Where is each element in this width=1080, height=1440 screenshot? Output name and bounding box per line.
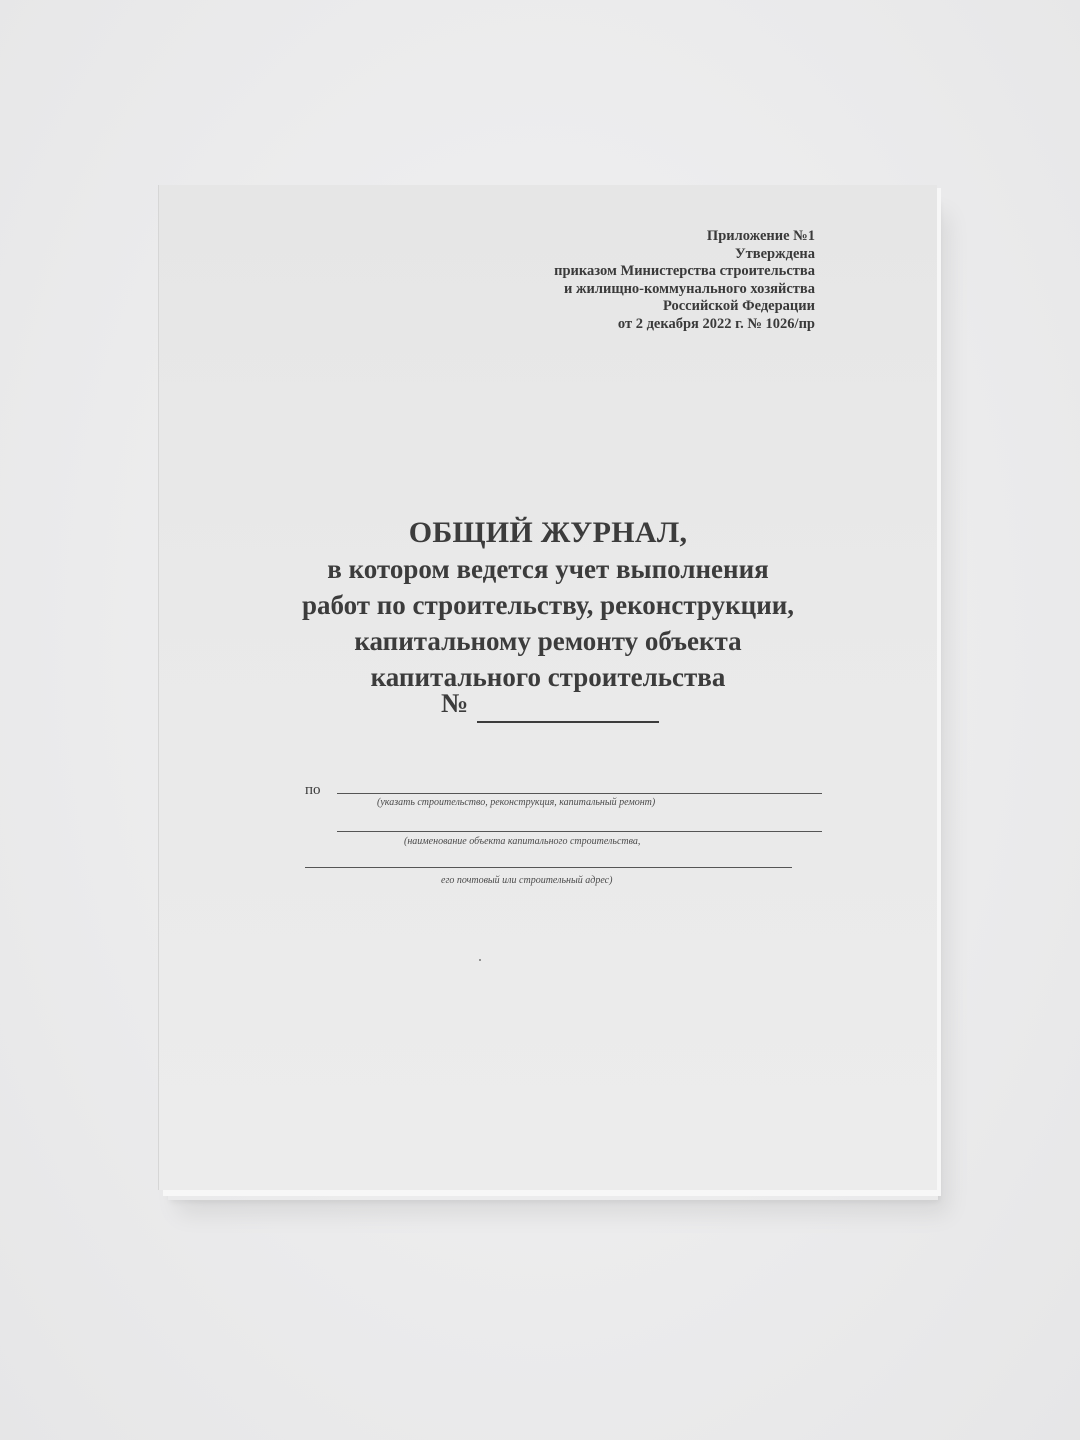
work-type-field[interactable] (337, 793, 822, 794)
title-line-4: капитального строительства (370, 662, 726, 692)
title-main: ОБЩИЙ ЖУРНАЛ, (408, 516, 688, 549)
po-label: по (305, 782, 321, 798)
title-line-1: в котором ведется учет выполнения (327, 554, 769, 584)
title-line-2: работ по строительству, реконструкции, (301, 590, 795, 620)
journal-cover (158, 185, 937, 1190)
approval-line-appendix: Приложение №1 (706, 228, 815, 244)
journal-number-field[interactable] (477, 721, 659, 723)
approval-line-ministry: и жилищно-коммунального хозяйства (563, 280, 815, 297)
title-line-3: капитальному ремонту объекта (354, 626, 742, 656)
object-name-field[interactable] (337, 831, 822, 832)
journal-title (159, 515, 937, 695)
paper-speck (479, 959, 481, 961)
journal-number-label: № (441, 688, 469, 718)
object-address-field[interactable] (305, 867, 792, 868)
object-address-hint: его почтовый или строительный адрес) (441, 875, 613, 886)
work-type-hint: (указать строительство, реконструкция, капитальный ремонт) (377, 797, 656, 808)
approval-line-date: от 2 декабря 2022 г. № 1026/пр (617, 315, 815, 332)
object-name-hint: (наименование объекта капитального строительства, (404, 836, 641, 847)
approval-line-order: приказом Министерства строительства (554, 263, 815, 280)
approval-line-approved: Утверждена (735, 245, 815, 262)
approval-line-federation: Российской Федерации (662, 298, 815, 315)
approval-stamp-block (554, 228, 815, 334)
